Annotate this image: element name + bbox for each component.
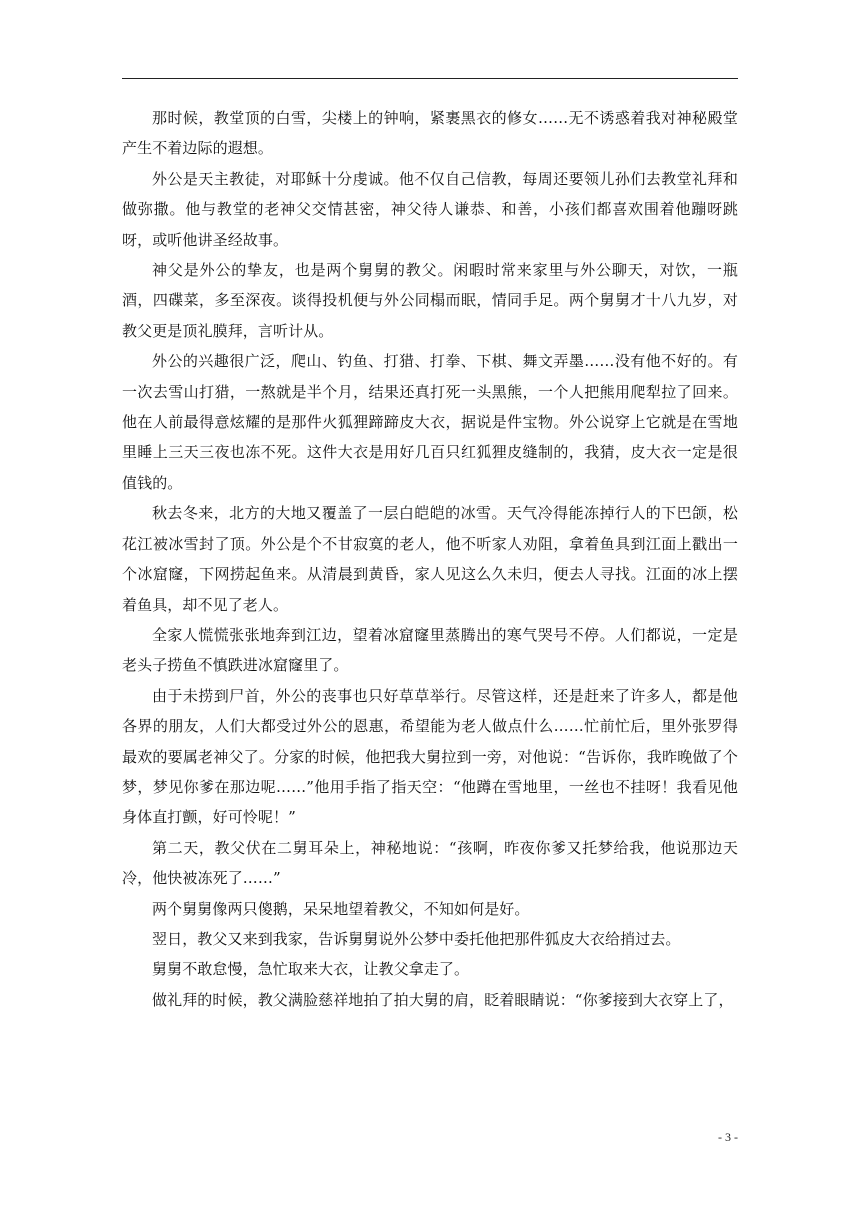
paragraph: 做礼拜的时候，教父满脸慈祥地拍了拍大舅的肩，眨着眼睛说：“你爹接到大衣穿上了，: [152, 990, 734, 1009]
paragraph: 外公是天主教徒，对耶稣十分虔诚。他不仅自己信教，每周还要领儿孙们去教堂礼拜和做弥撒。他与教堂的老神父交情甚密，神父待人谦恭、和善，小孩们都喜欢围着他蹦呀跳呀，或听他讲圣经故事。: [122, 169, 738, 249]
paragraph: 神父是外公的挚友，也是两个舅舅的教父。闲暇时常来家里与外公聊天，对饮，一瓶酒，四碟菜，多至深夜。谈得投机便与外公同榻而眠，情同手足。两个舅舅才十八九岁，对教父更是顶礼膜拜，言听计从。: [122, 261, 738, 340]
paragraph: 第二天，教父伏在二舅耳朵上，神秘地说：“孩啊，昨夜你爹又托梦给我，他说那边天冷，他快被冻死了……”: [122, 838, 738, 888]
document-body: [122, 103, 738, 1015]
paragraph: 翌日，教父又来到我家，告诉舅舅说外公梦中委托他把那件狐皮大衣给捎过去。: [152, 929, 681, 948]
paragraph: 两个舅舅像两只傻鹅，呆呆地望着教父，不知如何是好。: [152, 899, 530, 918]
header-rule: [122, 78, 738, 79]
paragraph: 那时候，教堂顶的白雪，尖楼上的钟响，紧裹黑衣的修女……无不诱惑着我对神秘殿堂产生不着边际的遐想。: [122, 109, 738, 158]
page-number: - 3 -: [718, 1130, 738, 1144]
paragraph: 全家人慌慌张张地奔到江边，望着冰窟窿里蒸腾出的寒气哭号不停。人们都说，一定是老头子捞鱼不慎跌进冰窟窿里了。: [122, 625, 738, 675]
paragraph: 秋去冬来，北方的大地又覆盖了一层白皑皑的冰雪。天气冷得能冻掉行人的下巴颌，松花江被冰雪封了顶。外公是个不甘寂寞的老人，他不听家人劝阻，拿着鱼具到江面上戳出一个冰窟窿，下网捞起鱼来。从清晨到黄昏，家人见这么久未归，便去人寻找。江面的冰上摆着鱼具，却不见了老人。: [122, 504, 738, 614]
paragraph: 由于未捞到尸首，外公的丧事也只好草草举行。尽管这样，还是赶来了许多人，都是他各界的朋友，人们大都受过外公的恩惠，希望能为老人做点什么……忙前忙后，里外张罗得最欢的要属老神父了。分家的时候，他把我大舅拉到一旁，对他说：“告诉你，我昨晚做了个梦，梦见你爹在那边呢……”他用手指了指天空：“他蹲在雪地里，一丝也不挂呀！我看见他身体直打颤，好可怜呢！”: [122, 686, 738, 827]
paragraph: 外公的兴趣很广泛，爬山、钓鱼、打猎、打拳、下棋、舞文弄墨……没有他不好的。有一次去雪山打猎，一熬就是半个月，结果还真打死一头黑熊，一个人把熊用爬犁拉了回来。他在人前最得意炫耀的是那件火狐狸蹄蹄皮大衣，据说是件宝物。外公说穿上它就是在雪地里睡上三天三夜也冻不死。这件大衣是用好几百只红狐狸皮缝制的，我猜，皮大衣一定是很值钱的。: [122, 352, 738, 492]
paragraph: 舅舅不敢怠慢，急忙取来大衣，让教父拿走了。: [152, 960, 470, 979]
